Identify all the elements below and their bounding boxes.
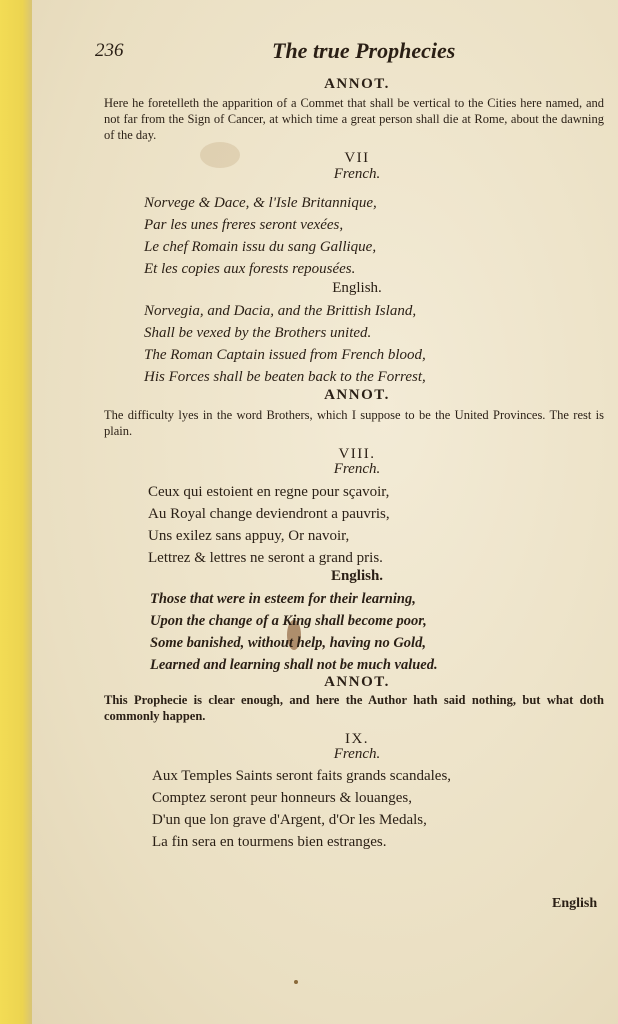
verse-line: Par les unes freres seront vexées, — [144, 217, 344, 233]
verse-line: The Roman Captain issued from French blood, — [144, 347, 426, 363]
verse-line: Learned and learning shall not be much valued. — [150, 657, 438, 673]
section-number: VII — [344, 150, 370, 166]
running-title: The true Prophecies — [272, 38, 456, 63]
french-label: French. — [333, 166, 381, 182]
verse-line: Upon the change of a King shall become poor, — [150, 613, 427, 629]
french-verse — [144, 192, 377, 280]
verse-line: Le chef Romain issu du sang Gallique, — [144, 239, 377, 255]
verse-line: His Forces shall be beaten back to the Forrest, — [144, 369, 426, 385]
annot-text — [104, 95, 604, 143]
english-label: English. — [332, 280, 382, 296]
french-verse — [148, 481, 390, 569]
english-verse — [150, 588, 438, 676]
verse-line: Uns exilez sans appuy, Or navoir, — [148, 528, 350, 544]
verse-line: Shall be vexed by the Brothers united. — [144, 325, 372, 341]
section-number: IX. — [344, 731, 370, 747]
verse-line: Aux Temples Saints seront faits grands scandales, — [152, 768, 452, 784]
annot-heading: ANNOT. — [324, 76, 390, 92]
english-label: English. — [330, 568, 384, 584]
french-label: French. — [333, 746, 381, 762]
annot-heading: ANNOT. — [324, 387, 390, 403]
annot-paragraph: Here he foretelleth the apparition of a Commet that shall be vertical to the Cities here named, and not far from the Sign of Cancer, at which time a great person shall die at Rome, about the dawning of the day. — [104, 96, 604, 142]
verse-line: La fin sera en tourmens bien estranges. — [152, 834, 387, 850]
verse-line: Some banished, without help, having no Gold, — [150, 635, 426, 651]
annot-paragraph: This Prophecie is clear enough, and here the Author hath said nothing, but what doth commonly happen. — [104, 693, 604, 723]
verse-line: Those that were in esteem for their learning, — [150, 591, 416, 607]
page-number: 236 — [95, 40, 124, 61]
annot-heading: ANNOT. — [324, 674, 390, 690]
english-verse — [144, 300, 426, 388]
paper-speck — [294, 980, 298, 984]
verse-line: Au Royal change deviendront a pauvris, — [148, 506, 390, 522]
annot-paragraph: The difficulty lyes in the word Brothers, which I suppose to be the United Provinces. The rest is plain. — [104, 408, 604, 438]
verse-line: Comptez seront peur honneurs & louanges, — [152, 790, 412, 806]
verse-line: Norvegia, and Dacia, and the Brittish Island, — [144, 303, 417, 319]
french-verse — [152, 765, 451, 853]
section-number: VIII. — [338, 446, 376, 462]
verse-line: Norvege & Dace, & l'Isle Britannique, — [144, 195, 377, 211]
french-label: French. — [333, 461, 381, 477]
verse-line: D'un que lon grave d'Argent, d'Or les Medals, — [152, 812, 427, 828]
verse-line: Et les copies aux forests repousées. — [144, 261, 356, 277]
annot-text — [104, 407, 604, 439]
annot-text — [104, 692, 604, 724]
catchword: English — [552, 896, 598, 911]
verse-line: Ceux qui estoient en regne pour sçavoir, — [148, 484, 390, 500]
verse-line: Lettrez & lettres ne seront a grand pris. — [148, 550, 383, 566]
page-edge — [0, 0, 32, 1024]
